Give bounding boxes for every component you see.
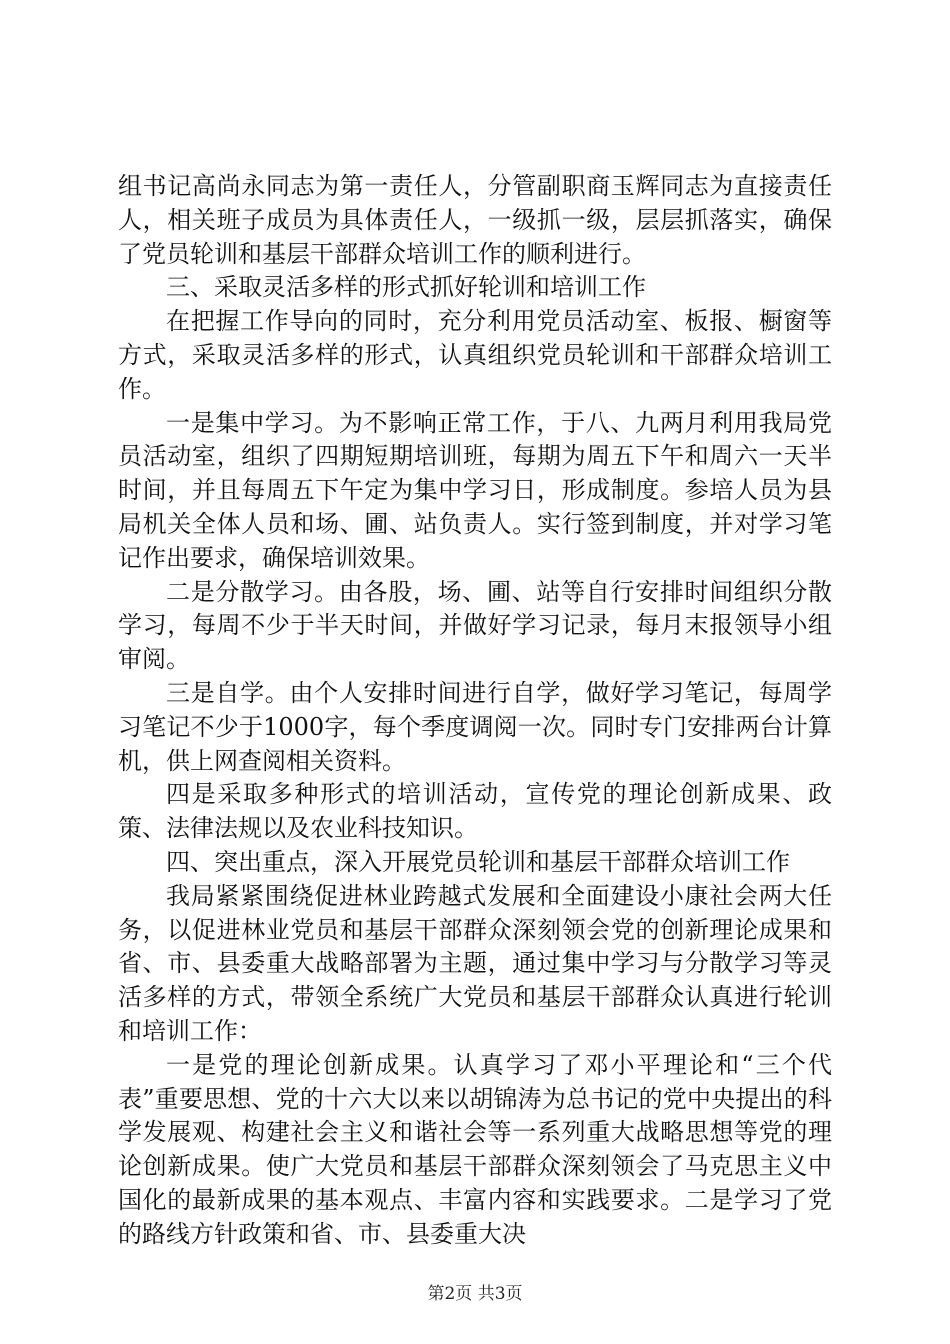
paragraph-10: 一是党的理论创新成果。认真学习了邓小平理论和“三个代表”重要思想、党的十六大以来以胡锦涛为总书记的党中央提出的科学发展观、构建社会主义和谐社会等一系列重大战略思想等党的理论创新成果。使广大党员和基层干部群众深刻领会了马克思主义中国化的最新成果的基本观点、丰富内容和实践要求。二是学习了党的路线方针政策和省、市、县委重大决	[118, 1050, 832, 1248]
paragraph-centralized-study: 一是集中学习。为不影响正常工作，于八、九两月利用我局党员活动室，组织了四期短期培训班，每期为周五下午和周六一天半时间，并且每周五下午定为集中学习日，形成制度。参培人员为县局机关全体人员和场、圃、站负责人。实行签到制度，并对学习笔记作出要求，确保培训效果。	[118, 408, 832, 572]
paragraph-self-study: 三是自学。由个人安排时间进行自学，做好学习笔记，每周学习笔记不少于1000字，每个季度调阅一次。同时专门安排两台计算机，供上网查阅相关资料。	[118, 678, 832, 775]
section-heading-3: 三、采取灵活多样的形式抓好轮训和培训工作	[166, 273, 646, 302]
paragraph-dispersed-study: 二是分散学习。由各股，场、圃、站等自行安排时间组织分散学习，每周不少于半天时间，并做好学习记录，每月末报领导小组审阅。	[118, 577, 832, 674]
document-body	[118, 170, 832, 1252]
paragraph-1: 组书记高尚永同志为第一责任人，分管副职商玉辉同志为直接责任人，相关班子成员为具体责任人，一级抓一级，层层抓落实，确保了党员轮训和基层干部群众培训工作的顺利进行。	[118, 172, 832, 268]
paragraph-9: 我局紧紧围绕促进林业跨越式发展和全面建设小康社会两大任务，以促进林业党员和基层干部群众深刻领会党的创新理论成果和省、市、县委重大战略部署为主题，通过集中学习与分散学习等灵活多样的方式，带领全系统广大党员和基层干部群众认真进行轮训和培训工作：	[118, 881, 832, 1045]
page-footer: 第2页 共3页	[427, 1284, 523, 1304]
section-heading-4: 四、突出重点，深入开展党员轮训和基层干部群众培训工作	[166, 847, 790, 876]
paragraph-training-activities: 四是采取多种形式的培训活动，宣传党的理论创新成果、政策、法律法规以及农业科技知识。	[118, 780, 832, 843]
paragraph-3: 在把握工作导向的同时，充分利用党员活动室、板报、橱窗等方式，采取灵活多样的形式，认真组织党员轮训和干部群众培训工作。	[118, 307, 832, 403]
